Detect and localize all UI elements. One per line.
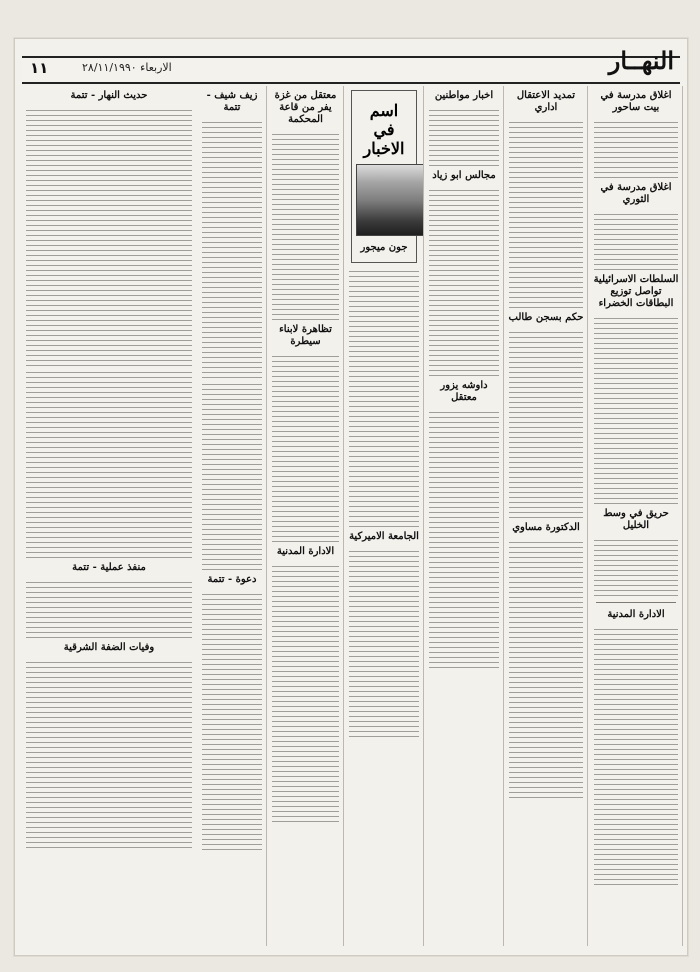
headline-col7-2: منفذ عملية - تتمة [72,562,146,573]
text-block [26,368,192,558]
headline-col3-3: داوشه يزور معتقل [440,380,488,403]
headline-col7-3: وفيات الضفة الشرقية [63,642,155,653]
masthead-bar [22,46,680,84]
headline-col2-2: حكم بسجن طالب [508,312,584,323]
headline-col5-3: الادارة المدنية [276,546,335,557]
headline-col1-3: السلطات الاسرائيلية تواصل توزيع البطاقات الخضراء [593,274,679,309]
text-block [202,118,262,378]
text-block [349,547,419,737]
headline-col2-1: تمديد الاعتقال اداري [516,90,576,113]
text-block [272,352,339,542]
text-block [26,578,192,638]
text-block [509,118,583,308]
text-block [429,408,499,668]
column-4 [345,86,424,946]
text-block [349,267,419,527]
box-name: جون ميجور [360,242,408,253]
box-title: اسم في الاخبار [363,101,405,158]
column-7 [22,86,196,946]
headline-col6-1: زيف شيف - تتمة [206,90,258,113]
text-block [26,658,192,848]
text-block [202,590,262,850]
headline-col1-5: الادارة المدنية [607,609,665,620]
headline-col5-1: معتقل من غزة يفر من قاعة المحكمة [274,90,337,125]
text-block [429,186,499,376]
headline-col1-2: اغلاق مدرسة في الثوري [600,182,672,205]
headline-col3-2: مجالس ابو زياد [432,170,496,181]
text-block [594,536,678,596]
text-block [272,562,339,822]
text-block [594,625,678,885]
headline-col3-1: اخبار مواطنين [434,90,494,101]
newspaper-logo: النهــار [608,46,674,75]
column-5 [268,86,344,946]
column-6 [198,86,267,946]
page-number: ١١ [30,59,49,77]
column-1 [590,86,683,946]
profile-box [351,90,417,263]
headline-col4-3: الجامعة الاميركية [349,531,419,542]
text-block [509,328,583,518]
text-block [26,106,192,366]
headline-col6-2: دعوة - تتمة [207,574,257,585]
text-block [202,380,262,570]
headline-col2-3: الدكتورة مساوي [512,522,580,533]
publish-date: الاربعاء ٢٨/١١/١٩٩٠ [82,61,172,74]
text-block [594,314,678,504]
portrait-photo [356,164,424,236]
text-block [272,130,339,320]
text-block [429,106,499,166]
column-2 [505,86,588,946]
column-3 [425,86,504,946]
text-block [509,538,583,798]
headline-col1-4: حريق في وسط الخليل [603,508,669,531]
text-block [594,118,678,178]
text-block [594,210,678,270]
headline-col7-1: حديث النهار - تتمة [70,90,148,101]
headline-col5-2: تظاهرة لابناء سيطرة [279,324,332,347]
divider [596,602,676,603]
headline-col1-1: اغلاق مدرسة في بيت ساحور [600,90,672,113]
